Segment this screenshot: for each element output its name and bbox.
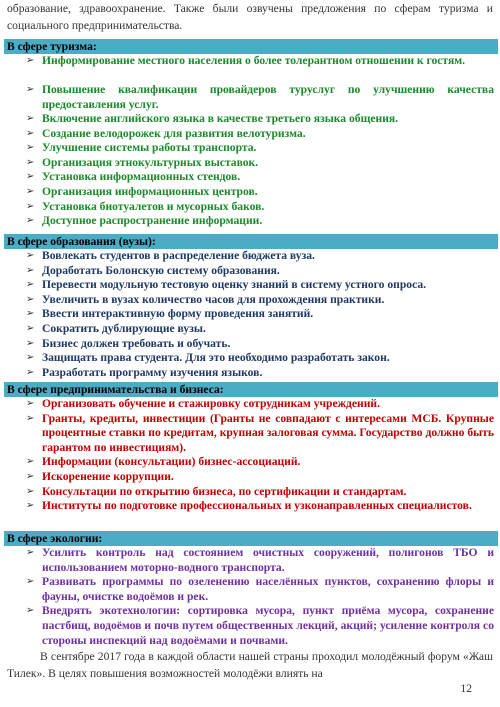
section-education bbox=[4, 234, 498, 380]
list-item: ➢ Развивать программы по озеленению населённых пунктов, сохранению флоры и фауны, очистке водоёмов и рек. bbox=[26, 575, 494, 603]
list-item: ➢ Улучшение системы работы транспорта. bbox=[26, 141, 257, 155]
arrow-bullet-icon: ➢ bbox=[26, 264, 35, 276]
section-ecology bbox=[4, 531, 498, 648]
education-list bbox=[4, 249, 498, 380]
arrow-bullet-icon: ➢ bbox=[26, 500, 35, 512]
list-item: ➢ Организация информационных центров. bbox=[26, 184, 258, 198]
arrow-bullet-icon: ➢ bbox=[26, 200, 35, 212]
list-item: ➢ Защищать права студента. Для это необходимо разработать закон. bbox=[26, 351, 390, 365]
list-item: ➢ Доступное распространение информации. bbox=[26, 214, 263, 228]
list-item: ➢ Гранты, кредиты, инвестиции (Гранты не совпадают с интересами МСБ. Крупные процентные ставки по кредитам, крупная залоговая сумма. Государство должно быть гарантом по инвестициям). bbox=[26, 411, 494, 454]
list-item: ➢ Информации (консультации) бизнес-ассоциаций. bbox=[26, 455, 301, 469]
arrow-bullet-icon: ➢ bbox=[26, 142, 35, 154]
section-header-tourism: В сфере туризма: bbox=[4, 39, 498, 54]
list-item: ➢ Организация этнокультурных выставок. bbox=[26, 155, 259, 169]
list-item: ➢ Установка информационных стендов. bbox=[26, 170, 241, 184]
arrow-bullet-icon: ➢ bbox=[26, 113, 35, 124]
list-item: ➢ Создание велодорожек для развития велотуризма. bbox=[26, 126, 306, 140]
arrow-bullet-icon: ➢ bbox=[26, 412, 35, 424]
arrow-bullet-icon: ➢ bbox=[26, 308, 35, 320]
arrow-bullet-icon: ➢ bbox=[26, 398, 35, 409]
arrow-bullet-icon: ➢ bbox=[26, 55, 35, 66]
section-header-ecology: В сфере экологии: bbox=[4, 531, 498, 546]
arrow-bullet-icon: ➢ bbox=[26, 576, 35, 588]
list-item: ➢ Ввести интерактивную форму проведения занятий. bbox=[26, 307, 314, 321]
outro-paragraph: В сентябре 2017 года в каждой области нашей страны проходил молодёжный форум «Жаш Тилек». В целях повышения возможностей молодёжи влиять на bbox=[7, 650, 493, 680]
section-tourism bbox=[4, 39, 498, 229]
arrow-bullet-icon: ➢ bbox=[26, 185, 35, 197]
section-business bbox=[4, 382, 498, 514]
intro-paragraph: образование, здравоохранение. Также были озвучены предложения по сферам туризма и социального предпринимательства. bbox=[7, 2, 493, 32]
ecology-list bbox=[4, 546, 498, 648]
section-header-business: В сфере предпринимательства и бизнеса: bbox=[4, 382, 498, 397]
arrow-bullet-icon: ➢ bbox=[26, 470, 35, 482]
page-number: 12 bbox=[460, 682, 472, 695]
list-item: ➢ Повышение квалификации провайдеров туруслуг по улучшению качества предоставления услуг. bbox=[26, 83, 494, 111]
business-list bbox=[4, 397, 498, 514]
arrow-bullet-icon: ➢ bbox=[26, 337, 35, 349]
section-header-education: В сфере образования (вузы): bbox=[4, 234, 498, 249]
arrow-bullet-icon: ➢ bbox=[26, 456, 35, 468]
arrow-bullet-icon: ➢ bbox=[26, 485, 35, 497]
list-item: ➢ Включение английского языка в качестве третьего языка общения. bbox=[26, 112, 399, 125]
arrow-bullet-icon: ➢ bbox=[26, 171, 35, 183]
arrow-bullet-icon: ➢ bbox=[26, 366, 35, 378]
arrow-bullet-icon: ➢ bbox=[26, 127, 35, 139]
list-item: ➢ Сократить дублирующие вузы. bbox=[26, 321, 206, 335]
list-item: ➢ Консультации по открытию бизнеса, по сертификации и стандартам. bbox=[26, 484, 407, 498]
list-item: ➢ Доработать Болонскую систему образования. bbox=[26, 263, 280, 277]
arrow-bullet-icon: ➢ bbox=[26, 605, 35, 617]
arrow-bullet-icon: ➢ bbox=[26, 293, 35, 305]
arrow-bullet-icon: ➢ bbox=[26, 250, 35, 261]
list-item: ➢ Институты по подготовке профессиональных и узконаправленных специалистов. bbox=[26, 499, 472, 513]
arrow-bullet-icon: ➢ bbox=[26, 84, 35, 95]
list-item: ➢ Искоренение коррупции. bbox=[26, 469, 174, 483]
list-item: ➢ Бизнес должен требовать и обучать. bbox=[26, 336, 231, 350]
tourism-list bbox=[4, 54, 498, 229]
list-item: ➢ Информирование местного населения о более толерантном отношении к гостям. bbox=[26, 54, 466, 67]
list-item: ➢ Организовать обучение и стажировку сотрудникам учреждений. bbox=[26, 397, 380, 410]
list-item: ➢ Внедрять экотехнологии: сортировка мусора, пункт приёма мусора, сохранение пастбищ, водоёмов и почв путем общественных лекций, акций; усиление контроля со стороны инспекций над водоёмами и почвами. bbox=[26, 604, 494, 647]
list-item: ➢ Увеличить в вузах количество часов для прохождения практики. bbox=[26, 292, 385, 306]
arrow-bullet-icon: ➢ bbox=[26, 279, 35, 291]
arrow-bullet-icon: ➢ bbox=[26, 156, 35, 168]
list-item: ➢ Перевести модульную тестовую оценку знаний в систему устного опроса. bbox=[26, 278, 427, 292]
arrow-bullet-icon: ➢ bbox=[26, 547, 35, 558]
arrow-bullet-icon: ➢ bbox=[26, 215, 35, 227]
list-item: ➢ Установка биотуалетов и мусорных баков. bbox=[26, 199, 265, 213]
arrow-bullet-icon: ➢ bbox=[26, 322, 35, 334]
arrow-bullet-icon: ➢ bbox=[26, 352, 35, 364]
list-item: ➢ Усилить контроль над состоянием очистных сооружений, полигонов ТБО и использованием моторно-водного транспорта. bbox=[26, 546, 494, 574]
list-item: ➢ Вовлекать студентов в распределение бюджета вуза. bbox=[26, 249, 315, 262]
list-item: ➢ Разработать программу изучения языков. bbox=[26, 365, 263, 379]
